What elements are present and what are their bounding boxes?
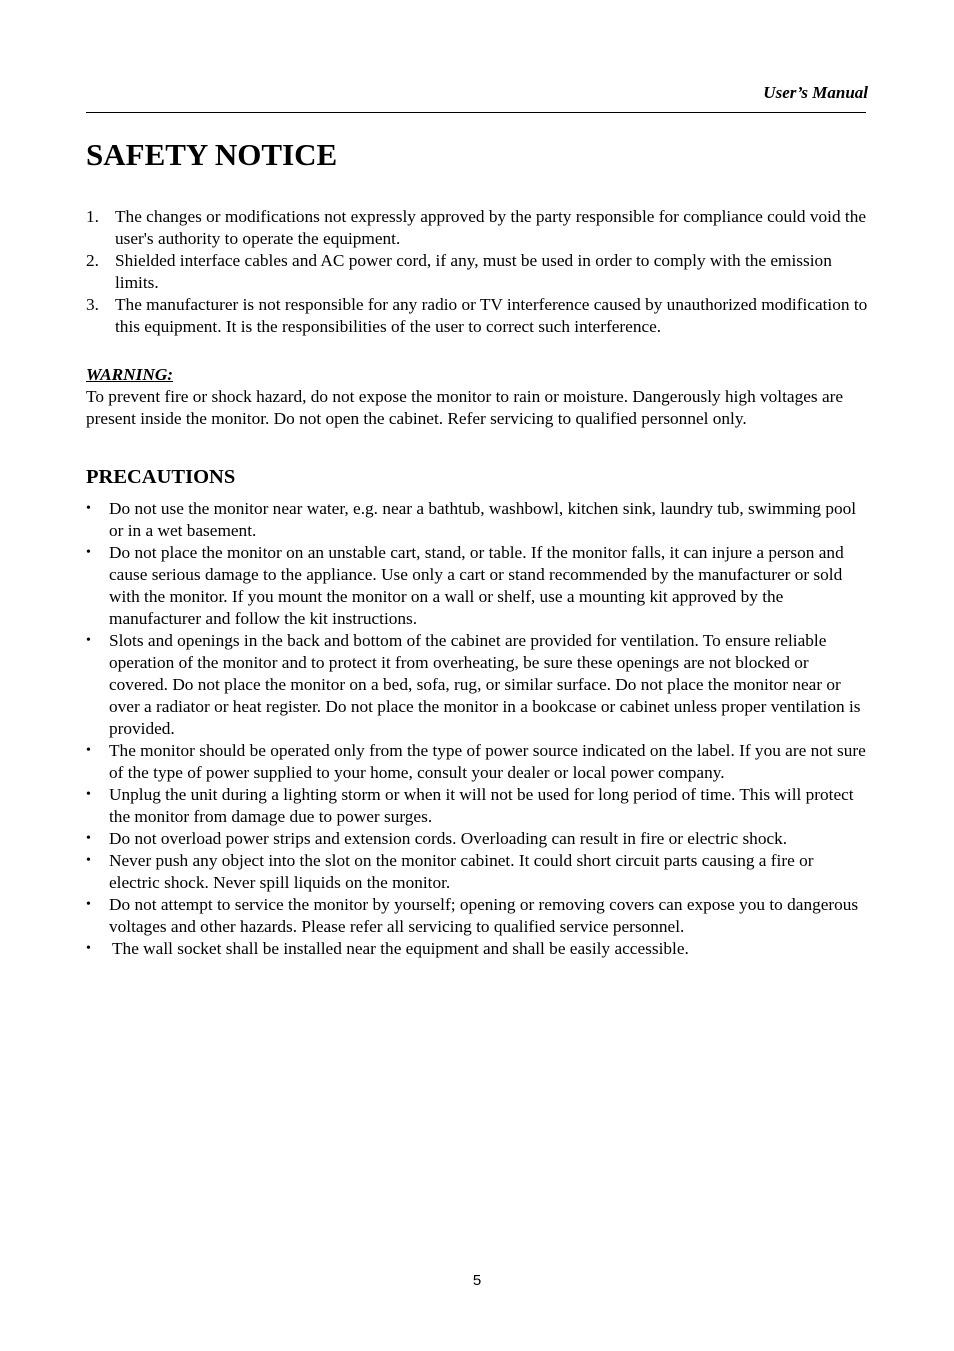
precaution-text: Do not use the monitor near water, e.g. near a bathtub, washbowl, kitchen sink, laundry tub, swimming pool or in a wet basement. (109, 499, 857, 540)
precaution-text: Do not overload power strips and extension cords. Overloading can result in fire or electric shock. (109, 829, 788, 848)
precaution-item (86, 630, 868, 740)
notice-number: 3. (86, 295, 99, 314)
running-header: User’s Manual (763, 83, 868, 102)
precaution-item (86, 894, 868, 938)
bullet-icon: • (86, 897, 91, 912)
bullet-icon: • (86, 743, 91, 758)
precaution-item (86, 828, 868, 850)
bullet-icon: • (86, 941, 91, 956)
precaution-text: Do not attempt to service the monitor by yourself; opening or removing covers can expose you to dangerous voltages and other hazards. Please refer all servicing to qualified service personnel. (109, 895, 859, 936)
precautions-heading: PRECAUTIONS (86, 466, 236, 488)
precaution-item (86, 784, 868, 828)
header-rule (86, 112, 866, 113)
notice-item (86, 206, 868, 250)
bullet-icon: • (86, 831, 91, 846)
notice-item (86, 250, 868, 294)
safety-notice-list (86, 206, 868, 338)
bullet-icon: • (86, 633, 91, 648)
notice-text: Shielded interface cables and AC power cord, if any, must be used in order to comply with the emission limits. (115, 251, 832, 292)
warning-label: WARNING: (86, 365, 174, 384)
page-number: 5 (472, 1272, 482, 1289)
page-content (86, 133, 868, 960)
precaution-item (86, 542, 868, 630)
precaution-text: The monitor should be operated only from the type of power source indicated on the label. If you are not sure of the type of power supplied to your home, consult your dealer or local power company. (109, 741, 866, 782)
bullet-icon: • (86, 787, 91, 802)
notice-number: 2. (86, 251, 99, 270)
notice-number: 1. (86, 207, 99, 226)
precaution-text: Unplug the unit during a lighting storm or when it will not be used for long period of time. This will protect the monitor from damage due to power surges. (109, 785, 854, 826)
notice-text: The changes or modifications not expressly approved by the party responsible for compliance could void the user's authority to operate the equipment. (115, 207, 867, 248)
precaution-text: Slots and openings in the back and bottom of the cabinet are provided for ventilation. To ensure reliable operation of the monitor and to protect it from overheating, be sure these openings are not blocked or covered. Do not place the monitor on a bed, sofa, rug, or similar surface. Do not place the monitor near or over a radiator or heat register. Do not place the monitor in a bookcase or cabinet unless proper ventilation is provided. (109, 631, 861, 738)
page-title: SAFETY NOTICE (86, 137, 338, 172)
bullet-icon: • (86, 853, 91, 868)
precautions-list (86, 498, 868, 960)
bullet-icon: • (86, 545, 91, 560)
bullet-icon: • (86, 501, 91, 516)
precaution-item (86, 850, 868, 894)
precaution-text: The wall socket shall be installed near the equipment and shall be easily accessible. (112, 939, 689, 958)
warning-text: To prevent fire or shock hazard, do not expose the monitor to rain or moisture. Dangerously high voltages are present inside the monitor. Do not open the cabinet. Refer servicing to qualified personnel only. (86, 387, 844, 428)
precaution-item (86, 498, 868, 542)
precaution-text: Never push any object into the slot on the monitor cabinet. It could short circuit parts causing a fire or electric shock. Never spill liquids on the monitor. (109, 851, 814, 892)
precaution-text: Do not place the monitor on an unstable cart, stand, or table. If the monitor falls, it can injure a person and cause serious damage to the appliance. Use only a cart or stand recommended by the manufacturer or sold with the monitor. If you mount the monitor on a wall or shelf, use a mounting kit approved by the manufacturer and follow the kit instructions. (109, 543, 844, 628)
notice-text: The manufacturer is not responsible for any radio or TV interference caused by unauthorized modification to this equipment. It is the responsibilities of the user to correct such interference. (115, 295, 868, 336)
precaution-item (86, 740, 868, 784)
notice-item (86, 294, 868, 338)
precaution-item (86, 938, 868, 960)
